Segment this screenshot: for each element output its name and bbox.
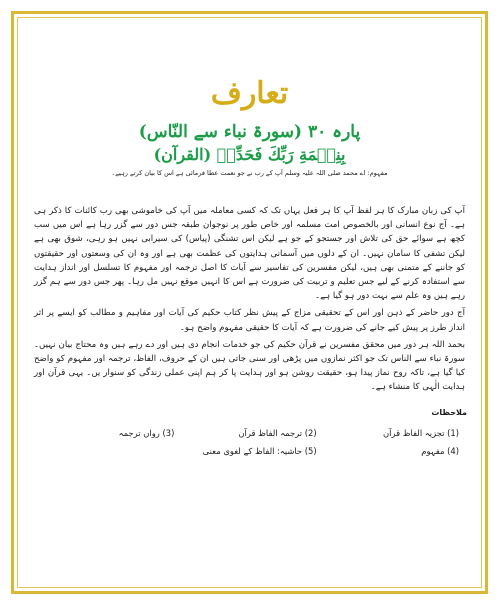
body-paragraph-3: بحمد اللہ ہر دور میں محقق مفسرین نے قرآن حکیم کی جو خدمات انجام دی ہیں اور دے رہے ہیں وہ محتاج بیان نہیں۔ سورۃ نباء سے الناس تک جو اکثر نمازوں میں پڑھی اور سنی جاتی ہیں ان کے حروف، الفاظ، ترجمہ اور مفہوم کو واضح کیا گیا ہے، تاکہ روح نماز پیدا ہو، حقیقت روشن ہو اور ہدایت پا کر ہم اپنی عملی زندگی کو سنوار یں۔ یہی قرآن اور ہدایت الٰہی کا منشاء ہے۔ [34,339,465,393]
note-item-5: (5) حاشیہ: الفاظ کے لغوی معنی [202,445,317,456]
body-paragraph-2: آج دور حاضر کے ذہن اور اس کے تحقیقی مزاج کے پیش نظر کتاب حکیم کی آیات اور مفاہیم و مطالب کو ایسے پر اثر انداز طرز پر پیش کیے جانے کی ضرورت ہے کہ آیات کا حقیقی مفہوم واضح ہو۔ [34,308,465,333]
notes-heading: ملاحظات [431,407,467,417]
note-item-2: (2) ترجمہ الفاظ قرآن [238,427,317,438]
note-item-4: (4) مفہوم [421,445,459,456]
verse-meaning-caption: مفہوم: اے محمد صلی اللہ علیہ وسلم آپ کے رب نے جو نعمت عطا فرمائی ہے اس کا بیان کرتے رہیے۔ [111,169,388,177]
body-paragraph-1: آپ کی زبان مبارک کا ہر لفظ آپ کا ہر فعل یہاں تک کہ کسی معاملہ میں آپ کی خاموشی بھی رب کائنات کا ذکر ہی ہے۔ آج نوع انسانی اور بالخصوص امت مسلمہ اور خاص طور پر نوجوان طبقہ جس دور سے گزر رہا ہے اس میں سب کچھ ہے سوائے حق کی تلاش اور جستجو کے جو ہے لیکن اس تشنگی (پیاس) کی سیرابی نہیں ہو رہی، شوق بھی ہے لیکن تشفی کا سامان نہیں۔ ان کے دلوں میں آسمانی ہدایتوں کی عظمت بھی ہے اور وہ ان کی وسعتوں اور حقیقتوں کو جاننے کے متمنی بھی ہیں، لیکن مفسرین کی تفاسیر سے آیات کا اصل ترجمہ اور مفہوم کا تسلسل اور انداز ہدایت سے استفادہ کرنے کے لیے جس تعلیم و تربیت کی ضرورت ہے اس کا انہیں موقع نہیں مل رہا۔ پھر جس دور سے ہم گزر رہے ہیں وہ علم سے بہت دور ہو گیا ہے۔ [34,206,465,302]
subtitle-quran-verse: بِنِعۡمَةِ رَبِّكَ فَحَدِّثۡ (القرآن) [153,145,346,164]
subtitle-surah-range: پارہ ۳۰ (سورۃ نباء سے النّاس) [138,122,361,142]
note-item-3: (3) رواں ترجمہ [118,427,175,438]
page-title: تعارف [210,76,289,111]
body-text [32,204,467,395]
page-content [32,60,467,459]
note-item-1: (1) تجزیہ الفاظ قرآن [383,427,459,438]
notes-list [32,425,467,459]
